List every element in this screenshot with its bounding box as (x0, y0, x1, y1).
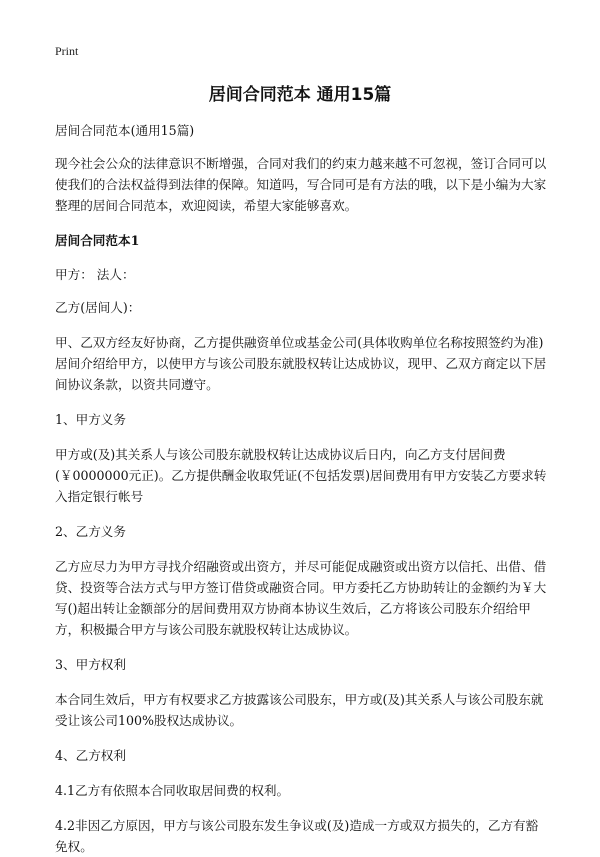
clause-2-text: 乙方应尽力为甲方寻找介绍融资或出资方，并尽可能促成融资或出资方以信托、出借、借贷、投资等合法方式与甲方签订借贷或融资合同。甲方委托乙方协助转让的金额约为￥大写()超出转让金额部分的居间费用双方协商本协议生效后，乙方将该公司股东介绍给甲方，积极撮合甲方与该公司股东就股权转让达成协议。 (55, 559, 547, 637)
clause-3-text: 本合同生效后，甲方有权要求乙方披露该公司股东，甲方或(及)其关系人与该公司股东就受让该公司100%股权达成协议。 (55, 692, 544, 728)
clause-2-heading: 2、乙方义务 (55, 524, 126, 539)
party-a-line: 甲方： 法人： (55, 267, 135, 282)
clause-4-heading: 4、乙方权利 (55, 748, 126, 763)
document-title: 居间合同范本 通用15篇 (208, 85, 392, 105)
document-subtitle: 居间合同范本(通用15篇) (55, 123, 195, 138)
clause-3-heading: 3、甲方权利 (55, 657, 126, 672)
clause-1-heading: 1、甲方义务 (55, 412, 126, 427)
section-heading: 居间合同范本1 (55, 233, 140, 248)
clause-4-2: 4.2非因乙方原因，甲方与该公司股东发生争议或(及)造成一方或双方损失的，乙方有豁免权。 (55, 818, 539, 854)
intro-paragraph: 现今社会公众的法律意识不断增强，合同对我们的约束力越来越不可忽视，签订合同可以使我们的合法权益得到法律的保障。知道吗，写合同可是有方法的哦，以下是小编为大家整理的居间合同范本，欢迎阅读，希望大家能够喜欢。 (55, 156, 547, 213)
clause-4-1: 4.1乙方有依照本合同收取居间费的权利。 (55, 783, 290, 798)
print-link[interactable]: Print (55, 44, 79, 58)
document-body (55, 120, 548, 857)
preamble-paragraph: 甲、乙双方经友好协商，乙方提供融资单位或基金公司(具体收购单位名称按照签约为准)居间介绍给甲方，以使甲方与该公司股东就股权转让达成协议，现甲、乙双方商定以下居间协议条款，以资共同遵守。 (55, 335, 547, 392)
party-b-line: 乙方(居间人)： (55, 300, 141, 315)
clause-1-text: 甲方或(及)其关系人与该公司股东就股权转让达成协议后日内，向乙方支付居间费(￥0000000元正)。乙方提供酬金收取凭证(不包括发票)居间费用有甲方安装乙方要求转入指定银行帐号 (55, 447, 547, 504)
